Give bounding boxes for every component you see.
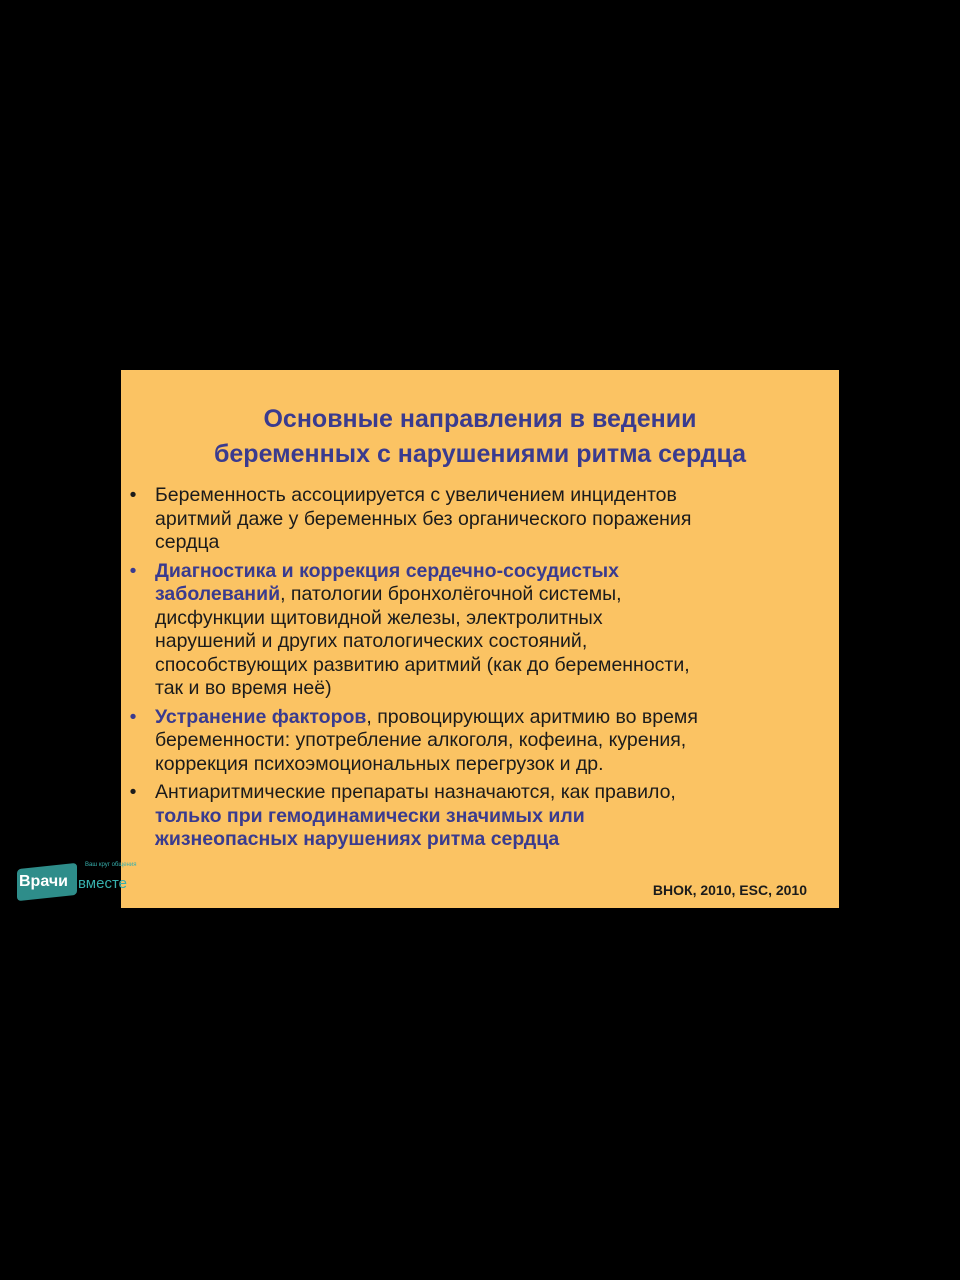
logo-word-2: вместе [78,875,127,892]
bullet-3-rest-line-1: , провоцирующих аритмию во время [366,705,698,728]
slide-title-line-1: Основные направления в ведении [263,405,697,433]
bullet-dot-icon: • [129,484,137,506]
bullet-dot-icon: • [129,559,137,582]
bullet-4-line-1: Антиаритмические препараты назначаются, как правило, [155,781,676,803]
logo-tagline: Ваш круг общения [85,862,137,868]
bullet-2-line-2 [155,583,827,607]
bullet-2-line-5: способствующих развитию аритмий (как до беременности, [155,653,690,676]
slide-title-line-2: беременных с нарушениями ритма сердца [213,440,747,468]
bullet-1-line-3: сердца [155,531,220,553]
slide-title [121,402,839,472]
bullet-3-line-1 [155,706,827,730]
bullet-2-line-6: так и во время неё) [155,677,332,699]
bullet-4-highlight-line-3: жизнеопасных нарушениях ритма сердца [155,828,560,850]
bullet-3-line-2: беременности: употребление алкоголя, кофеина, курения, [155,729,687,751]
bullet-2-highlight-line-2: заболеваний [155,583,281,605]
bullet-3-line-3: коррекция психоэмоциональных перегрузок и др. [155,752,604,775]
bullet-2-line-3: дисфункции щитовидной железы, электролитных [155,606,603,629]
bullet-item-1 [121,484,839,555]
bullet-1-line-1: Беременность ассоциируется с увеличением инцидентов [155,484,677,506]
bullet-dot-icon: • [129,781,137,803]
bullet-3-highlight: Устранение факторов [155,705,367,728]
source-citation: ВНОК, 2010, ESC, 2010 [652,882,807,898]
bullet-list [121,484,839,857]
bullet-item-4 [121,781,839,852]
bullet-dot-icon: • [129,705,137,728]
bullet-4-highlight-line-2: только при гемодинамически значимых или [155,804,585,827]
channel-logo [15,860,145,910]
bullet-item-2 [121,560,839,701]
bullet-2-highlight-line-1: Диагностика и коррекция сердечно-сосудистых [155,559,620,582]
bullet-1-line-2: аритмий даже у беременных без органического поражения [155,507,692,530]
bullet-2-rest-line-2: , патологии бронхолёгочной системы, [280,583,622,605]
bullet-2-line-4: нарушений и других патологических состояний, [155,630,588,652]
logo-word-1: Врачи [19,873,68,890]
bullet-item-3 [121,706,839,777]
presentation-slide [121,370,839,908]
